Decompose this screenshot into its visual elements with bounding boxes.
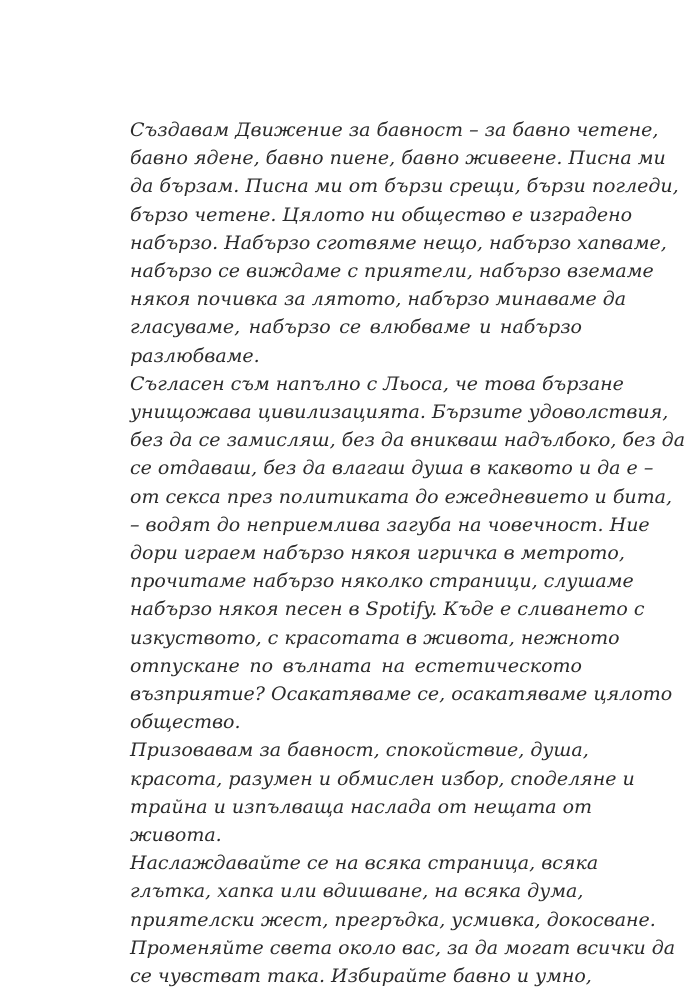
text-line: Създавам Движение за бавност – за бавно четене, — [130, 119, 659, 141]
text-line: глътка, хапка или вдишване, на всяка дума, — [130, 880, 584, 903]
text-line: – водят до неприемлива загуба на човечност. Ние — [130, 513, 650, 536]
text-line: отпускане по вълната на естетическото — [130, 654, 582, 677]
paragraph — [130, 849, 676, 990]
paragraph — [130, 116, 679, 370]
text-line: някоя почивка за лятото, набързо минаваме да — [130, 288, 627, 311]
text-line: прочитаме набързо няколко страници, слушаме — [130, 570, 634, 593]
text-line: се отдаваш, без да влагаш душа в каквото и да е – — [130, 457, 654, 480]
text-line: изкуството, с красотата в живота, нежното — [130, 626, 620, 649]
text-line: се чувстват така. Избирайте бавно и умно, — [130, 965, 592, 988]
text-line: набързо се виждаме с приятели, набързо вземаме — [130, 260, 654, 283]
text-line: Съгласен съм напълно с Льоса, че това бързане — [130, 372, 624, 395]
text-line: красота, разумен и обмислен избор, споделяне и — [130, 767, 635, 790]
body-text — [130, 116, 686, 990]
text-line: приятелски жест, прегръдка, усмивка, докосване. — [130, 908, 656, 931]
text-line: Променяйте света около вас, за да могат всички да — [130, 936, 676, 959]
text-line: гласуваме, набързо се влюбваме и набързо — [130, 316, 582, 339]
paragraph — [130, 370, 686, 737]
text-line: набързо някоя песен в Spotify. Къде е сливането с — [130, 598, 645, 621]
text-line: дори играем набързо някоя игричка в метрото, — [130, 542, 625, 565]
text-line: да бързам. Писна ми от бързи срещи, бързи погледи, — [130, 175, 679, 198]
text-line: без да се замисляш, без да вникваш надълбоко, без да — [130, 429, 686, 452]
paragraph — [130, 736, 635, 849]
text-line: бързо четене. Цялото ни общество е изградено — [130, 203, 633, 226]
text-line: възприятие? Осакатяваме се, осакатяваме цялото — [130, 683, 673, 706]
text-line: от секса през политиката до ежедневието и бита, — [130, 485, 673, 508]
text-line: живота. — [130, 824, 222, 847]
text-line: разлюбваме. — [130, 344, 260, 367]
text-line: общество. — [130, 711, 241, 734]
text-line: бавно ядене, бавно пиене, бавно живеене. Писна ми — [130, 147, 666, 170]
text-line: Призовавам за бавност, спокойствие, душа, — [130, 739, 589, 762]
text-line: трайна и изпълваща наслада от нещата от — [130, 795, 593, 818]
text-line: Наслаждавайте се на всяка страница, всяка — [130, 852, 599, 875]
text-line: набързо. Набързо сготвяме нещо, набързо хапваме, — [130, 231, 667, 254]
text-line: унищожава цивилизацията. Бързите удоволствия, — [130, 401, 669, 424]
